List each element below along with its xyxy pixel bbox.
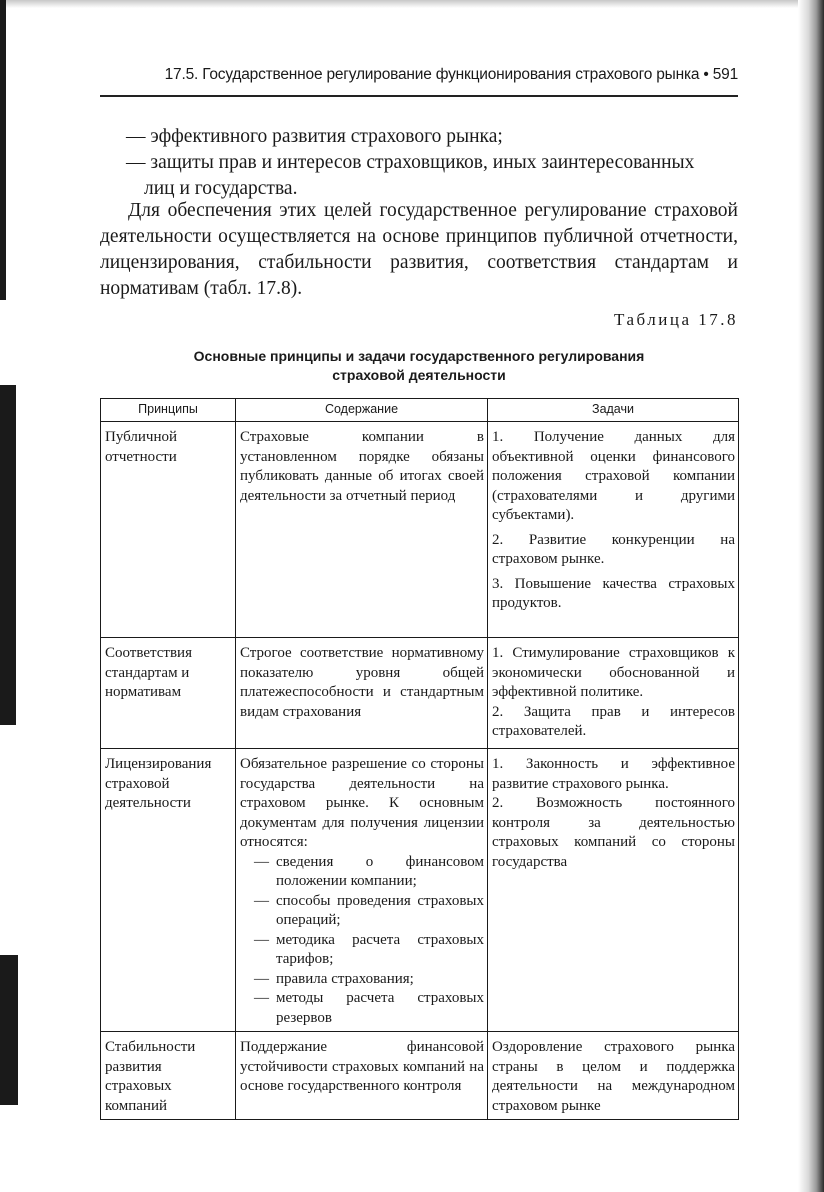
tasks-cell — [488, 638, 739, 749]
table-title-line: страховой деятельности — [332, 367, 506, 383]
task-item: 1. Получение данных для объективной оценки финансового положения страховой компании (страхователями и другими субъектами). — [492, 429, 735, 523]
table-title — [100, 347, 738, 385]
tasks-cell — [488, 422, 739, 638]
task-item: 2. Возможность постоянного контроля за деятельностью страховых компаний со стороны государства — [492, 795, 735, 870]
table-row — [101, 422, 739, 638]
principle-cell: Стабильности развития страховых компаний — [101, 1032, 236, 1120]
column-header-principles: Принципы — [101, 399, 236, 422]
column-header-tasks: Задачи — [488, 399, 739, 422]
task-item: 2. Защита прав и интересов страхователей. — [492, 703, 735, 739]
bullet-item: — эффективного развития страхового рынка; — [126, 126, 503, 147]
content-cell — [236, 749, 488, 1032]
principle-cell: Соответствия стандартам и нормативам — [101, 638, 236, 749]
task-item: 1. Стимулирование страховщиков к экономически обоснованной и эффективной политике. — [492, 645, 735, 700]
task-item: 2. Развитие конкуренции на страховом рынке. — [492, 531, 735, 567]
scan-top-shadow — [0, 0, 824, 8]
principle-cell: Лицензирования страховой деятельности — [101, 749, 236, 1032]
tasks-cell — [488, 1032, 739, 1120]
task-item: Оздоровление страхового рынка страны в целом и поддержка деятельности на международном страховом рынке — [492, 1039, 735, 1114]
license-documents-list — [240, 853, 484, 1029]
table-header-row — [101, 399, 739, 422]
content-cell: Поддержание финансовой устойчивости страховых компаний на основе государственного контроля — [236, 1032, 488, 1120]
header-rule — [100, 95, 738, 97]
bullet-item: — защиты прав и интересов страховщиков, иных заинтересованных — [126, 152, 695, 173]
principle-cell: Публичной отчетности — [101, 422, 236, 638]
bullet-item-continuation: лиц и государства. — [144, 178, 298, 199]
table-row — [101, 749, 739, 1032]
tasks-cell — [488, 749, 739, 1032]
list-item: — способы проведения страховых операций; — [240, 892, 484, 931]
principles-table — [100, 398, 739, 1120]
table-row — [101, 1032, 739, 1120]
list-item: — сведения о финансовом положении компании; — [240, 853, 484, 892]
scan-edge-mark — [0, 385, 16, 725]
running-header: 17.5. Государственное регулирование функционирования страхового рынка • 591 — [164, 66, 738, 83]
intro-paragraph: Для обеспечения этих целей государственное регулирование страховой деятельности осуществляется на основе принципов публичной отчетности, лицензирования, стабильности развития, соответствия стандартам и нормативам (табл. 17.8). — [100, 200, 738, 299]
column-header-content: Содержание — [236, 399, 488, 422]
content-cell: Строгое соответствие нормативному показателю уровня общей платежеспособности и стандартным видам страхования — [236, 638, 488, 749]
table-row — [101, 638, 739, 749]
list-item: — методы расчета страховых резервов — [240, 989, 484, 1028]
list-item: — правила страхования; — [240, 970, 484, 990]
table-title-line: Основные принципы и задачи государственного регулирования — [193, 348, 645, 364]
content-text: Обязательное разрешение со стороны государства деятельности на страховом рынке. К основным документам для получения лицензии относятся: — [240, 756, 484, 850]
list-item: — методика расчета страховых тарифов; — [240, 931, 484, 970]
scan-edge-mark — [0, 955, 18, 1105]
intro-bullets — [100, 124, 738, 202]
task-item: 3. Повышение качества страховых продуктов. — [492, 575, 735, 611]
scan-edge-mark — [0, 0, 6, 300]
content-cell: Страховые компании в установленном порядке обязаны публиковать данные об итогах своей деятельности за отчетный период — [236, 422, 488, 638]
task-item: 1. Законность и эффективное развитие страхового рынка. — [492, 756, 735, 792]
scan-edge-right — [798, 0, 824, 1192]
table-number: Таблица 17.8 — [614, 310, 738, 329]
